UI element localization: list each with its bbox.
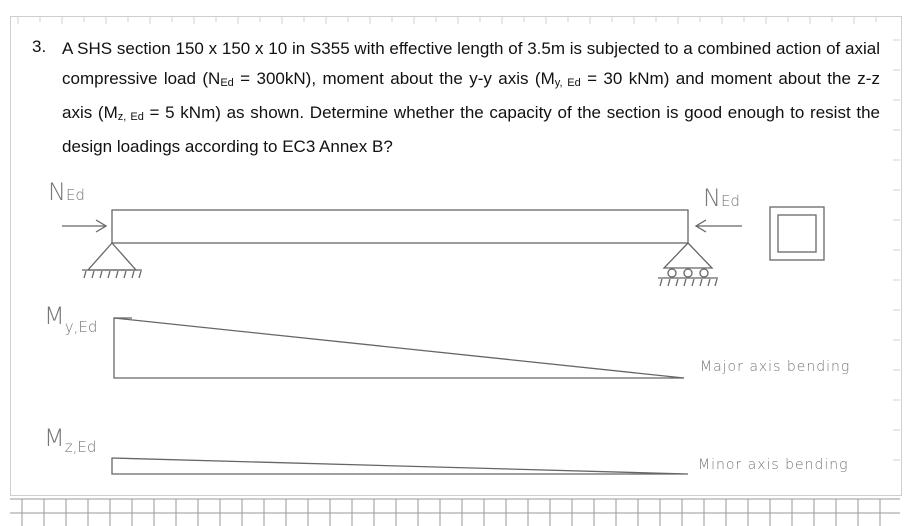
question-number: 3. <box>32 37 47 56</box>
minor-moment-diagram <box>112 458 688 474</box>
minor-axis-caption: Minor axis bending <box>698 457 849 473</box>
mz-subscript: z, Ed <box>117 111 144 123</box>
right-load-label: NEd <box>703 184 740 212</box>
my-value: = 30 kNm) and moment about the z-z axis (M <box>62 69 880 122</box>
major-axis-caption: Major axis bending <box>700 359 851 375</box>
left-pin-support <box>82 243 142 278</box>
question-intro: A SHS section 150 x 150 x 10 in S355 with effective length of 3.5m is subjected to a combined action of axial compressive load (N <box>62 39 880 88</box>
right-load-arrow <box>696 220 742 232</box>
left-load-label: NEd <box>48 178 85 206</box>
major-moment-diagram <box>114 318 684 378</box>
left-load-arrow <box>62 220 106 232</box>
ruler-grid <box>10 499 900 526</box>
ned-value: = 300kN), moment about the y-y axis (M <box>233 69 555 88</box>
right-roller-support <box>658 243 718 286</box>
beam-member <box>112 210 688 243</box>
shs-cross-section <box>770 207 824 260</box>
my-subscript: y, Ed <box>554 77 581 89</box>
my-diagram-label: $M_{y,Ed}$ <box>44 302 98 336</box>
mz-value: = 5 kNm) as shown. Determine whether the capacity of the section is good enough to resist the design loadings according to EC3 Annex B? <box>62 103 880 156</box>
ned-subscript: Ed <box>220 77 234 89</box>
mz-diagram-label: $M_{z,Ed}$ <box>44 424 97 456</box>
